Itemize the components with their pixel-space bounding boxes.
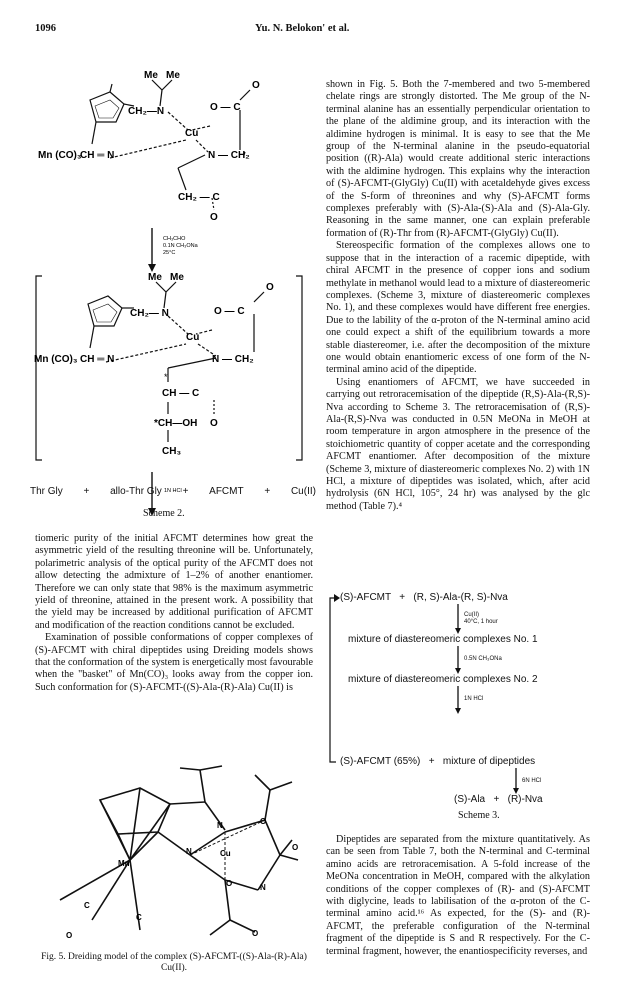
s3-cond4: 6N HCl [522,778,542,784]
arrow-1-head [148,264,156,272]
s1-ch2-n: CH₂—N [128,106,165,117]
product-thr-gly: Thr Gly [30,486,63,497]
left-paragraph-1: tiomeric purity of the initial AFCMT determines how great the asymmetric yield of the resulting threonine will be. Unfortunately, polarimetric analysis of the optical purity of the AFCMT does not allow detecting the admixture of 1–2% of another enantiomer. Therefore we can only state that 98% is the maximum asymmetric yield of threonine, attained in the present work. A possibility that the yield may be increased by additional purification of AFCMT and modification of the reaction conditions cannot be excluded. [35,533,313,631]
s1-me-left: Me [144,70,158,81]
figure-5-model [30,760,315,945]
s3-arrow3-head [455,708,461,714]
s2-ch-n: CH ═ N [80,354,115,365]
left-paragraph-2: Examination of possible conformations of copper complexes of (S)-AFCMT with chiral dipeptides using Dreiding models shows that the conformation of the system is energetically most favourable when the "basket" of Mn(CO)₃ looks away from the copper ion. Such conformation for (S)-AFCMT-((S)-Ala-(R)-Ala) Cu(II) is [35,632,313,693]
cond2: 1N HCl [164,488,182,494]
s3-cond2: 0.5N CH₃ONa [464,656,502,662]
scheme-2-drawing [0,40,320,540]
s1-cu: Cu [185,128,199,139]
s2-ch-oh: *CH—OH [154,418,198,429]
page-number: 1096 [35,23,56,34]
plus-2: + [182,486,189,497]
s1-o-c: O — C [210,102,241,113]
s1-me-right: Me [166,70,180,81]
scheme2-products [30,486,316,497]
scheme3-return-line [330,598,336,762]
s2-ch-c: CH — C [162,388,200,399]
bracket-right [296,276,302,460]
fig5-o4: O [252,929,259,938]
bracket-left [36,276,42,460]
cond1-a: CH₃CHO [163,236,186,242]
cond1-b: 0.1N CH₃ONa [163,243,198,249]
structure-1 [90,80,250,210]
plus-3: + [264,486,271,497]
fig5-o3: O [226,879,233,888]
running-title: Yu. N. Belokon' et al. [255,23,350,34]
product-cu: Cu(II) [290,486,316,497]
s2-o-top: O [266,282,274,293]
s2-star: * [164,372,168,382]
s1-o-bottom: O [210,212,218,223]
s1-ch2-c: CH₂ — C [178,192,220,203]
s3-line5: (S)-Ala + (R)-Nva [454,794,543,805]
fig5-mn: Mn [118,859,130,868]
right-paragraph-2: Stereospecific formation of the complexes allows one to suppose that in the interaction of a racemic dipeptide, with chiral AFCMT in the presence of copper ions and sodium methylate in methanol would lead to a mixture of diastereomeric complexes. (Scheme 3, mixture of diastereomeric complexes No. 1), and these complexes would have different free energies. Due to the lability of the α-proton of the N-terminal amino acid one could expect a shift of the equilibrium towards a more stable diastereomer, i.e. after the decomposition of the mixture one would obtain enantiomeric excess of one form of the N-terminal amino acid of the dipeptide. [326,240,590,376]
product-allo-thr-gly: allo-Thr Gly [110,486,162,497]
right-paragraph-3: Using enantiomers of AFCMT, we have succeeded in carrying out retroracemisation of the dipeptide (R,S)-Ala-(R,S)-Nva according to Scheme 3. The retroracemisation of (R,S)-Ala-(R,S)-Nva was conducted in 0.5N MeONa in MeOH at room temperature in argon atmosphere in the presence of the stoichiometric quantity of copper acetate and the corresponding AFCMT enantiomer. After decomposition of the mixture (Scheme 3, mixture of diastereomeric complexes No. 2) with 1N HCl, a mixture of dipeptides was isolated, which, after acid hydrolysis (6N HCl, 105°, 24 hr) was analysed by the glc method (Table 7).⁴ [326,376,590,512]
fig5-n2: N [217,821,223,830]
s1-n-ch2: N — CH₂ [208,150,250,161]
s1-ch-n: CH ═ N [80,150,115,161]
fig5-o2: O [292,843,299,852]
s2-n-ch2: N — CH₂ [212,354,254,365]
right-paragraph-1: shown in Fig. 5. Both the 7-membered and two 5-membered chelate rings are strongly distorted. The Me group of the N-terminal alanine has an essentially perpendicular orientation to the plane of the aldimine group, and its interaction with the aldimine hydrogen is minimal. It is easy to see that the Me group of the N-terminal alanine in the pseudo-equatorial position ((R)-Ala) would create additional steric interactions with the aldimine hydrogen. This explains why the interaction of (S)-AFCMT-(GlyGly) Cu(II) with acetaldehyde gives excess of the S-form of threonines and why (S)-AFCMT forms complexes preferably with (S)-Ala-(S)-Ala and (S)-Ala-Gly. Reasoning in the same manner, one can explain preferable formation of (R)-Thr from (R)-AFCMT-(GlyGly) Cu(II). [326,79,590,239]
s3-line1: (S)-AFCMT + (R, S)-Ala-(R, S)-Nva [340,592,508,603]
s2-me-left: Me [148,272,162,283]
plus-1: + [83,486,90,497]
fig5-n1: N [186,847,192,856]
figure-5 [30,760,315,945]
s3-cond1a: Cu(II) [464,612,479,618]
s1-mn: Mn (CO)₃ [38,150,82,161]
s2-o-mid: O [210,418,218,429]
s2-ch2-n: CH₂— N [130,308,169,319]
s3-cond1b: 40°C, 1 hour [464,619,498,625]
fig5-o1: O [260,817,267,826]
cond1-c: 25°C [163,250,176,256]
scheme2-label: Scheme 2. [143,508,185,519]
left-column-text [35,533,313,694]
fig5-cu: Cu [220,849,231,858]
right-column-text-2 [326,834,590,958]
s2-o-c: O — C [214,306,245,317]
fig5-c2: C [136,913,142,922]
s3-line3: mixture of diastereomeric complexes No. 2 [348,674,538,685]
scheme-3-frame [326,588,590,828]
right-paragraph-4: Dipeptides are separated from the mixture quantitatively. As can be seen from Table 7, both the N-terminal and C-terminal amino acids are retroracemisation. A 5-fold increase of the MeONa concentration in MeOH, compared with the alkylation conditions of the copper complexes of (R)- and (S)-AFCMT with diglycine, leads to labilisation of the α-proton of the C-terminal amino acid.¹⁶ As expected, for the (S)- and (R)-AFCMT, the preferable configuration of the N-terminal fragment of the dipeptide is S and R respectively. For the C-terminal fragment, however, the enantiospecificity reverses, and [326,834,590,957]
fig5-n3: N [260,883,266,892]
right-column-text-1 [326,79,590,513]
fig5-c1: C [84,901,90,910]
figure-5-caption: Fig. 5. Dreiding model of the complex (S)-AFCMT-((S)-Ala-(R)-Ala) Cu(II). [41,952,307,973]
s3-cond3: 1N HCl [464,696,484,702]
fig5-o5: O [66,931,73,940]
s3-line4: (S)-AFCMT (65%) + mixture of dipeptides [340,756,536,767]
scheme-3 [326,588,590,828]
s2-me-right: Me [170,272,184,283]
scheme-2 [0,40,320,540]
s1-o-top: O [252,80,260,91]
scheme3-label: Scheme 3. [458,810,500,821]
s3-line2: mixture of diastereomeric complexes No. 1 [348,634,538,645]
s2-cu: Cu [186,332,200,343]
product-afcmt: AFCMT [209,486,244,497]
s2-ch3: CH₃ [162,446,182,457]
s2-mn: Mn (CO)₃ [34,354,78,365]
